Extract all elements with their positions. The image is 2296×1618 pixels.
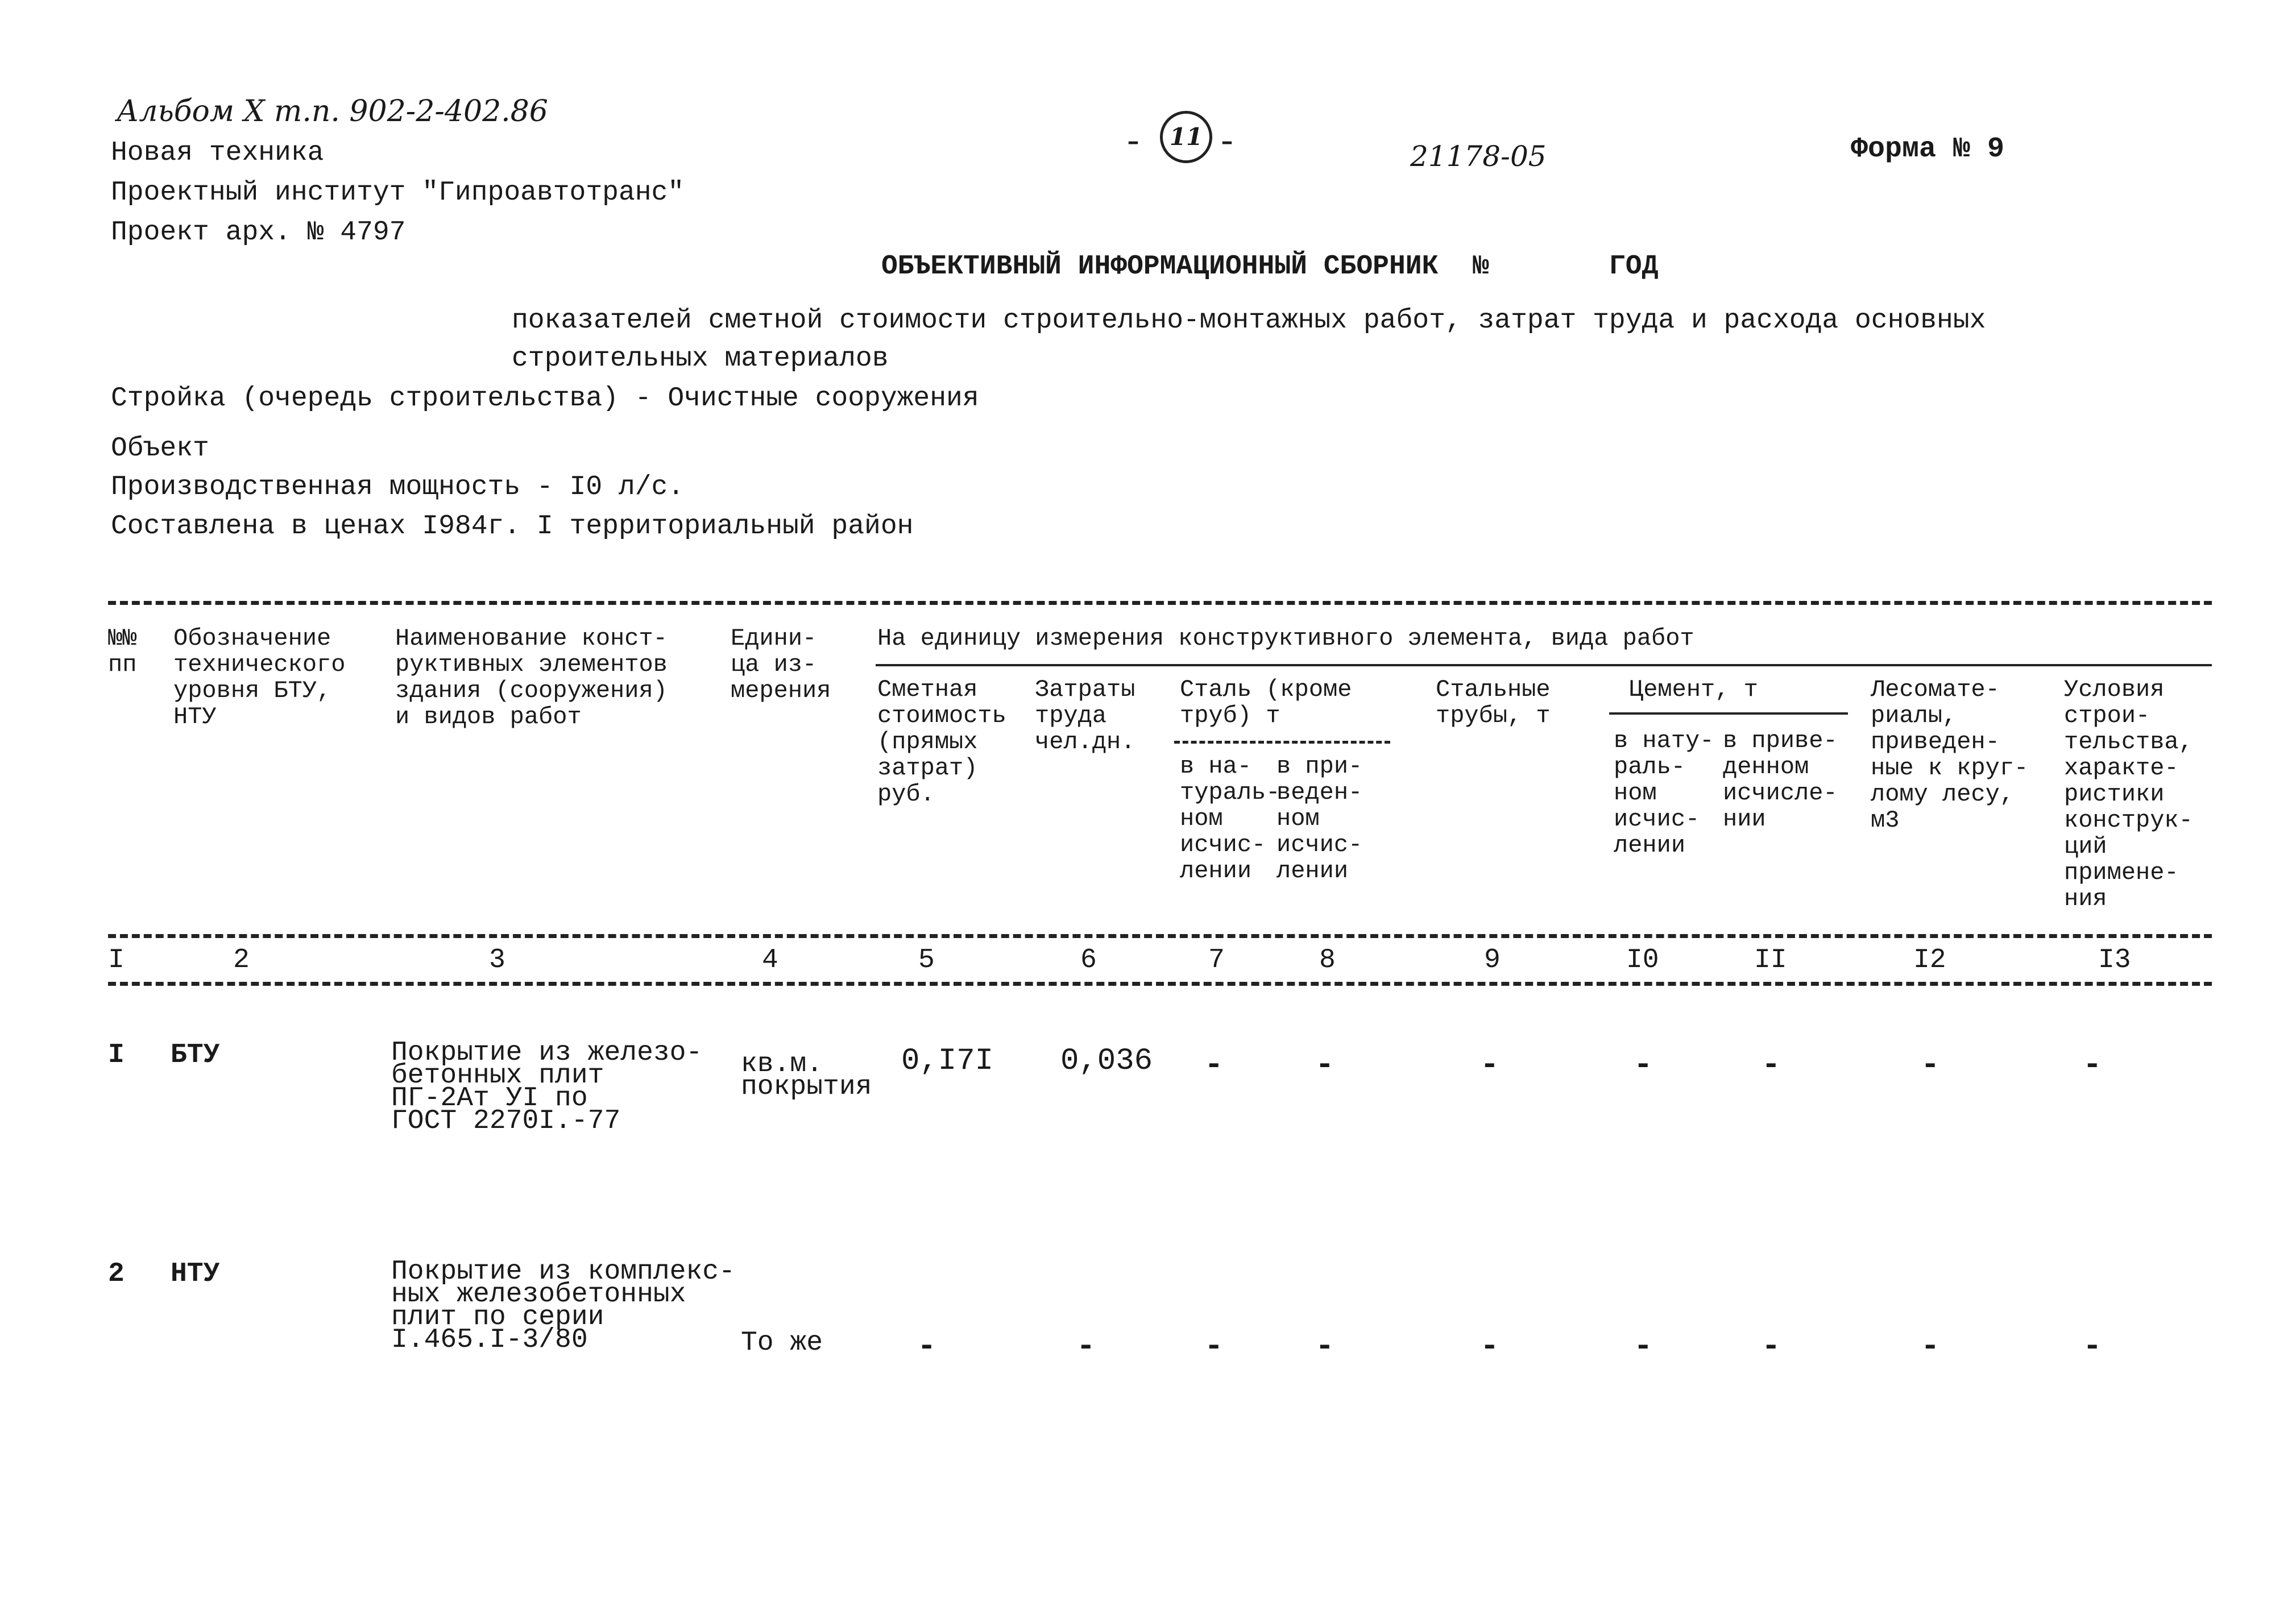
row-number: 2 bbox=[108, 1259, 125, 1289]
row-cement-reduced: - bbox=[1762, 1047, 1781, 1083]
page-number: 11 bbox=[1169, 123, 1203, 151]
col-header-element-name: Наименование конст- руктивных элементов здания (сооружения) и видов работ bbox=[395, 625, 668, 731]
col-header-pipes: Стальные трубы, т bbox=[1436, 676, 1551, 729]
row-timber: - bbox=[1921, 1047, 1940, 1083]
column-numbers-rule bbox=[108, 982, 2212, 986]
document-code: 21178-05 bbox=[1410, 140, 1547, 173]
col-header-group: На единицу измерения конструктивного элемента, вида работ bbox=[877, 625, 1694, 652]
row-conditions: - bbox=[2083, 1328, 2102, 1364]
col-header-conditions: Условия строи- тельства, характе- ристики конструк- ций примене- ния bbox=[2064, 676, 2193, 912]
col-header-cost: Сметная стоимость (прямых затрат) руб. bbox=[877, 676, 1006, 808]
col-number-4: 4 bbox=[762, 945, 778, 976]
header-bottom-rule bbox=[108, 934, 2212, 938]
row-steel-reduced: - bbox=[1315, 1047, 1335, 1083]
steel-subheader-rule bbox=[1174, 741, 1390, 744]
form-number: Форма № 9 bbox=[1851, 133, 2005, 165]
col-number-3: 3 bbox=[489, 945, 505, 976]
row-steel-natural: - bbox=[1204, 1328, 1224, 1364]
row-steel-reduced: - bbox=[1315, 1328, 1335, 1364]
org-line-3: Проект арх. № 4797 bbox=[111, 217, 406, 248]
row-pipes: - bbox=[1480, 1328, 1499, 1364]
col-header-timber: Лесомате- риалы, приведен- ные к круг- лому лесу, м3 bbox=[1871, 676, 2029, 834]
collection-number-mark: № bbox=[1473, 251, 1489, 282]
col-number-5: 5 bbox=[918, 945, 935, 976]
col-header-cement: Цемент, т bbox=[1629, 676, 1758, 703]
col-number-6: 6 bbox=[1080, 945, 1097, 976]
col-header-steel-natural: в на- тураль- ном исчис- лении bbox=[1180, 753, 1280, 885]
row-labor: 0,036 bbox=[1060, 1044, 1153, 1078]
col-header-row-number: №№ пп bbox=[108, 625, 137, 678]
col-header-labor: Затраты труда чел.дн. bbox=[1035, 676, 1135, 756]
row-steel-natural: - bbox=[1204, 1047, 1224, 1083]
col-number-11: II bbox=[1754, 945, 1787, 976]
capacity-line: Производственная мощность - I0 л/с. bbox=[111, 472, 685, 503]
col-number-1: I bbox=[108, 945, 125, 976]
row-cement-natural: - bbox=[1634, 1047, 1653, 1083]
col-header-tech-level: Обозначение технического уровня БТУ, НТУ bbox=[173, 625, 346, 731]
row-unit: То же bbox=[741, 1327, 823, 1358]
object-line: Объект bbox=[111, 433, 209, 464]
col-number-2: 2 bbox=[233, 945, 250, 976]
org-line-2: Проектный институт "Гипроавтотранс" bbox=[111, 177, 685, 208]
row-cement-natural: - bbox=[1634, 1328, 1653, 1364]
org-line-1: Новая техника bbox=[111, 138, 324, 168]
group-header-rule bbox=[876, 664, 2212, 666]
construction-line: Стройка (очередь строительства) - Очистные сооружения bbox=[111, 383, 979, 414]
col-number-10: I0 bbox=[1626, 945, 1659, 976]
cement-subheader-rule bbox=[1609, 712, 1848, 715]
col-header-steel-reduced: в при- веден- ном исчис- лении bbox=[1277, 753, 1363, 885]
row-conditions: - bbox=[2083, 1047, 2102, 1083]
row-tech-level: НТУ bbox=[171, 1259, 220, 1289]
row-unit: кв.м. покрытия bbox=[741, 1049, 872, 1102]
prices-line: Составлена в ценах I984г. I территориальный район bbox=[111, 511, 914, 542]
page-number-circle bbox=[1160, 111, 1212, 163]
row-timber: - bbox=[1921, 1328, 1940, 1364]
col-header-unit: Едини- ца из- мерения bbox=[731, 625, 831, 704]
col-header-cement-natural: в нату- раль- ном исчис- лении bbox=[1614, 727, 1714, 859]
subtitle-line-2: строительных материалов bbox=[512, 343, 889, 374]
row-element-name: Покрытие из комплекс- ных железобетонных плит по серии I.465.I-3/80 bbox=[391, 1256, 735, 1355]
col-header-steel: Сталь (кроме труб) т bbox=[1180, 676, 1352, 729]
row-element-name: Покрытие из железо- бетонных плит ПГ-2Ат УI по ГОСТ 2270I.-77 bbox=[391, 1038, 703, 1136]
table-top-rule bbox=[108, 601, 2212, 605]
row-cost: 0,I7I bbox=[901, 1044, 994, 1078]
col-number-12: I2 bbox=[1913, 945, 1946, 976]
col-number-13: I3 bbox=[2098, 945, 2131, 976]
col-number-7: 7 bbox=[1208, 945, 1225, 976]
page-dash-right: - bbox=[1217, 124, 1238, 163]
row-labor: - bbox=[1076, 1328, 1096, 1364]
row-number: I bbox=[108, 1040, 125, 1071]
album-reference: Альбом Х т.п. 902-2-402.86 bbox=[117, 94, 548, 128]
col-number-8: 8 bbox=[1319, 945, 1336, 976]
subtitle-line-1: показателей сметной стоимости строительно-монтажных работ, затрат труда и расхода основных bbox=[512, 305, 1986, 336]
row-tech-level: БТУ bbox=[171, 1040, 220, 1071]
row-pipes: - bbox=[1480, 1047, 1499, 1083]
collection-title: ОБЪЕКТИВНЫЙ ИНФОРМАЦИОННЫЙ СБОРНИК bbox=[881, 251, 1439, 282]
year-label: ГОД bbox=[1609, 251, 1659, 282]
row-cost: - bbox=[917, 1328, 936, 1364]
page-dash-left: - bbox=[1123, 124, 1144, 163]
col-number-9: 9 bbox=[1484, 945, 1501, 976]
col-header-cement-reduced: в приве- денном исчисле- нии bbox=[1723, 727, 1838, 833]
row-cement-reduced: - bbox=[1762, 1328, 1781, 1364]
